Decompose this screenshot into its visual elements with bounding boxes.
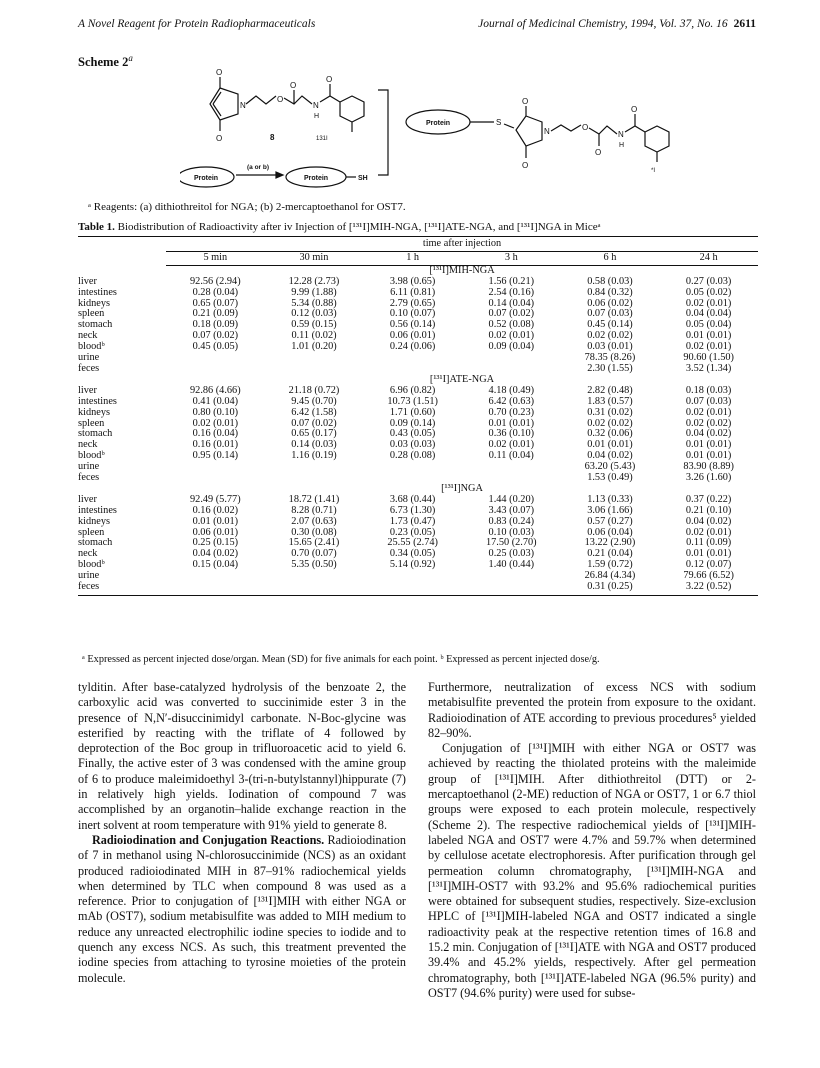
sulfur-label: S	[496, 118, 502, 127]
organ-label: liver	[78, 493, 97, 505]
table-cell: 0.52 (0.08)	[488, 319, 535, 331]
table-cell: 0.21 (0.09)	[192, 308, 239, 320]
table-cell: 6.96 (0.82)	[389, 384, 436, 396]
table-cell: 3.06 (1.66)	[587, 504, 633, 516]
table-cell: 3.26 (1.60)	[685, 472, 732, 484]
table-cell	[166, 353, 265, 364]
table-cell: 9.99 (1.88)	[291, 286, 337, 298]
table-cell: 0.09 (0.04)	[488, 341, 535, 353]
scheme-title	[78, 52, 133, 70]
table-cell: 0.18 (0.03)	[685, 384, 732, 396]
compound-number: 8	[270, 133, 275, 142]
table-cell: 0.45 (0.14)	[587, 319, 633, 331]
table-cell: 0.03 (0.01)	[587, 341, 633, 353]
table-cell: 5.34 (0.88)	[291, 297, 337, 309]
table-cell: 0.70 (0.23)	[488, 406, 535, 418]
table-row	[78, 288, 758, 299]
table-cell: 0.04 (0.02)	[587, 450, 633, 462]
table-cell: 21.18 (0.72)	[288, 384, 340, 396]
column-header: 30 min	[265, 251, 364, 265]
table-cell	[265, 462, 364, 473]
paragraph: tylditin. After base-catalyzed hydrolysis of the benzoate 2, the carboxylic acid was converted to succinimide ester 3 in the presence of N,N′-disuccinimidyl carbonate. N-Boc-glycine was esterified by reacting with the triflate of 4 followed by deprotection of the Boc group in trifluoroacetic acid to yield 6. Finally, the active ester of 3 was condensed with the amine group of 6 to produce maleimidoethyl 3-(tri-n-butylstannyl)hippurate (7) in relatively high yields. Iodination of compound 7 was accomplished by an organotin–halide exchange reaction in the inert solvent at room temperature with 91% yield to generate 8.	[78, 680, 406, 832]
organ-label: neck	[78, 548, 98, 560]
protein-conjugate	[406, 97, 669, 174]
table-cell	[363, 462, 462, 473]
nitrogen-label: N	[544, 127, 550, 136]
table-row	[78, 462, 758, 473]
table-cell: 0.02 (0.02)	[587, 417, 633, 429]
table-cell: 1.53 (0.49)	[587, 472, 633, 484]
table-cell: 0.16 (0.01)	[192, 439, 239, 451]
table-cell: 0.41 (0.04)	[192, 395, 239, 407]
group-header: [¹³¹I]ATE-NGA	[429, 373, 495, 385]
table-cell: 0.02 (0.01)	[685, 406, 732, 418]
organ-label: stomach	[78, 319, 113, 331]
table-cell: 6.11 (0.81)	[390, 286, 436, 298]
table-cell: 0.02 (0.01)	[488, 330, 535, 342]
organ-label: intestines	[78, 286, 117, 298]
table-cell: 0.30 (0.08)	[291, 526, 337, 538]
column-header: 24 h	[659, 251, 758, 265]
table-cell	[166, 571, 265, 582]
oxygen-label: O	[290, 81, 297, 90]
table-cell: 0.25 (0.15)	[192, 537, 239, 549]
table-cell: 0.16 (0.04)	[192, 428, 239, 440]
table-cell: 0.01 (0.01)	[488, 417, 535, 429]
maleimide-ring	[210, 88, 238, 120]
table-cell: 26.84 (4.34)	[584, 570, 636, 582]
table-cell: 0.25 (0.03)	[488, 548, 535, 560]
table-row	[78, 451, 758, 462]
table-row	[78, 560, 758, 571]
table-cell: 0.01 (0.01)	[685, 548, 732, 560]
table-cell: 0.70 (0.07)	[291, 548, 337, 560]
reaction-bracket	[378, 90, 388, 175]
table-cell	[363, 582, 462, 593]
table-cell: 0.11 (0.04)	[488, 450, 534, 462]
table-cell: 79.66 (6.52)	[683, 570, 734, 582]
table-cell: 0.07 (0.03)	[685, 395, 732, 407]
table-cell: 0.05 (0.02)	[685, 286, 732, 298]
journal-citation: Journal of Medicinal Chemistry, 1994, Vol. 37, No. 16	[478, 18, 728, 30]
table-cell: 0.01 (0.01)	[685, 330, 732, 342]
table-cell: 3.52 (1.34)	[685, 362, 732, 374]
table-cell: 78.35 (8.26)	[584, 352, 636, 364]
table-cell: 1.56 (0.21)	[488, 275, 535, 287]
table-cell: 0.15 (0.04)	[192, 559, 239, 571]
organ-label: urine	[78, 352, 100, 364]
table-footnote: ᵃ Expressed as percent injected dose/organ. Mean (SD) for five animals for each point. ᵇ Expressed as percent injected dose/g.	[82, 654, 600, 665]
table-cell: 0.02 (0.01)	[488, 439, 535, 451]
table-cell: 0.95 (0.14)	[192, 450, 239, 462]
organ-label: spleen	[78, 526, 105, 538]
table-cell	[462, 582, 561, 593]
table-cell: 2.82 (0.48)	[587, 384, 633, 396]
table-cell: 0.28 (0.04)	[192, 286, 239, 298]
text-column-left	[78, 680, 406, 986]
table-cell: 0.01 (0.01)	[587, 439, 633, 451]
table-number: Table 1.	[78, 221, 115, 233]
organ-label: neck	[78, 439, 98, 451]
super-header-cell: time after injection	[166, 237, 758, 251]
table-cell	[265, 571, 364, 582]
table-row	[78, 397, 758, 408]
table-cell: 0.23 (0.05)	[389, 526, 436, 538]
table-cell: 0.31 (0.25)	[587, 581, 633, 593]
table-cell: 3.22 (0.52)	[685, 581, 732, 593]
organ-label: feces	[78, 581, 100, 593]
succinimide-ring	[516, 116, 542, 146]
table-row	[78, 571, 758, 582]
table-cell: 0.01 (0.01)	[192, 515, 239, 527]
table-cell: 0.14 (0.04)	[488, 297, 535, 309]
maleimide-molecule	[210, 68, 364, 143]
table-cell: 2.54 (0.16)	[488, 286, 535, 298]
table-cell: 25.55 (2.74)	[387, 537, 438, 549]
table-cell: 0.21 (0.10)	[685, 504, 732, 516]
table-cell: 0.01 (0.01)	[685, 439, 732, 451]
table-cell: 0.36 (0.10)	[488, 428, 535, 440]
table-cell: 0.84 (0.32)	[587, 286, 633, 298]
header-journal	[478, 18, 756, 30]
table-cell: 0.06 (0.04)	[587, 526, 633, 538]
hydrogen-label: H	[619, 142, 625, 149]
table-row	[78, 408, 758, 419]
oxygen-label: O	[326, 75, 333, 84]
column-header: 3 h	[462, 251, 561, 265]
table-cell	[462, 571, 561, 582]
benzene-ring	[340, 96, 364, 122]
table-cell	[462, 462, 561, 473]
scheme-title-sup: a	[128, 52, 133, 63]
organ-label: feces	[78, 362, 100, 374]
table-cell: 0.59 (0.15)	[291, 319, 337, 331]
organ-label: intestines	[78, 504, 117, 516]
table-cell: 0.02 (0.01)	[685, 297, 732, 309]
organ-label: intestines	[78, 395, 117, 407]
text-column-right	[428, 680, 756, 1001]
organ-label: neck	[78, 330, 98, 342]
table-cell: 0.04 (0.02)	[685, 515, 732, 527]
table-cell: 1.44 (0.20)	[488, 493, 535, 505]
table-row	[78, 473, 758, 484]
table-cell: 0.07 (0.03)	[587, 308, 633, 320]
oxygen-label: O	[216, 134, 223, 143]
table-cell: 0.07 (0.02)	[291, 417, 337, 429]
table-cell: 0.18 (0.09)	[192, 319, 239, 331]
page-number: 2611	[733, 18, 756, 30]
oxygen-label: O	[582, 123, 589, 132]
column-header: 6 h	[561, 251, 660, 265]
table-cell: 0.24 (0.06)	[389, 341, 436, 353]
organ-label: kidneys	[78, 515, 111, 527]
table-cell: 0.02 (0.01)	[192, 417, 239, 429]
table-cell: 0.03 (0.03)	[389, 439, 436, 451]
table-cell: 0.06 (0.01)	[389, 330, 436, 342]
table-cell: 3.68 (0.44)	[389, 493, 436, 505]
nitrogen-label: N	[313, 101, 319, 110]
header-title: A Novel Reagent for Protein Radiopharmaceuticals	[78, 18, 316, 30]
table-cell: 90.60 (1.50)	[683, 352, 734, 364]
table-cell: 0.06 (0.01)	[192, 526, 239, 538]
benzene-ring	[645, 126, 669, 152]
running-header	[78, 18, 756, 30]
table-cell	[166, 473, 265, 484]
table-cell: 63.20 (5.43)	[584, 461, 636, 473]
column-header: 5 min	[166, 251, 265, 265]
organ-label: bloodᵇ	[78, 341, 105, 353]
organ-label: bloodᵇ	[78, 559, 105, 571]
table-cell: 0.65 (0.07)	[192, 297, 239, 309]
table-cell	[363, 571, 462, 582]
iodine-label: *I	[651, 168, 656, 174]
table-cell: 0.11 (0.02)	[291, 330, 337, 342]
table-caption: Biodistribution of Radioactivity after iv Injection of [¹³¹I]MIH-NGA, [¹³¹I]ATE-NGA, and [¹³¹I]NGA in Miceᵃ	[117, 221, 601, 233]
table-cell: 18.72 (1.41)	[288, 493, 340, 505]
table-cell: 0.58 (0.03)	[587, 275, 633, 287]
table-cell: 0.02 (0.02)	[685, 417, 732, 429]
table-cell: 83.90 (8.89)	[683, 461, 734, 473]
protein-label: Protein	[303, 175, 329, 182]
table-cell: 10.73 (1.51)	[387, 395, 438, 407]
table-row	[78, 517, 758, 528]
table-cell: 0.02 (0.01)	[685, 526, 732, 538]
organ-label: kidneys	[78, 297, 111, 309]
table-cell: 0.27 (0.03)	[685, 275, 732, 287]
table-cell: 3.43 (0.07)	[488, 504, 535, 516]
organ-label: spleen	[78, 417, 105, 429]
table-cell: 0.34 (0.05)	[389, 548, 436, 560]
oxygen-label: O	[522, 161, 529, 170]
table-cell: 0.83 (0.24)	[488, 515, 535, 527]
table-cell	[363, 353, 462, 364]
table-cell: 0.06 (0.02)	[587, 297, 633, 309]
oxygen-label: O	[631, 105, 638, 114]
table-cell: 15.65 (2.41)	[288, 537, 340, 549]
oxygen-label: O	[216, 68, 223, 77]
paragraph-text: Radioiodination of 7 in methanol using N-chlorosuccinimide (NCS) as an oxidant produced radioiodinated MIH in 87–91% radiochemical yields when determined by TLC when compound 8 was used as a reference. Prior to conjugation of [¹³¹I]MIH with either NGA or mAb (OST7), sodium metabisulfite was added to MIH medium to reduce any unreacted electrophilic iodine species to iodide and to quench any excess NCS. As such, this treatment prevented the iodine species from attaching to tyrosine moieties of the protein molecule.	[78, 832, 406, 985]
table-cell: 4.18 (0.49)	[488, 384, 535, 396]
table-cell	[265, 473, 364, 484]
oxygen-label: O	[595, 148, 602, 157]
table-cell: 0.80 (0.10)	[192, 406, 239, 418]
column-header-row	[78, 251, 758, 265]
table-cell: 1.59 (0.72)	[587, 559, 633, 571]
table-cell: 0.07 (0.02)	[192, 330, 239, 342]
organ-label: liver	[78, 275, 97, 287]
table-cell	[462, 353, 561, 364]
table-cell: 0.57 (0.27)	[587, 515, 633, 527]
table-cell: 92.86 (4.66)	[190, 384, 241, 396]
nitrogen-label: N	[618, 130, 624, 139]
table-cell: 0.12 (0.07)	[685, 559, 732, 571]
table-cell: 0.09 (0.14)	[389, 417, 436, 429]
organ-label: urine	[78, 461, 100, 473]
group-header: [¹³¹I]MIH-NGA	[429, 264, 495, 276]
table-cell: 17.50 (2.70)	[485, 537, 537, 549]
organ-label: feces	[78, 472, 100, 484]
table-cell: 0.65 (0.17)	[291, 428, 337, 440]
table-row	[78, 582, 758, 593]
organ-label: stomach	[78, 428, 113, 440]
table-row	[78, 277, 758, 288]
biodistribution-table	[78, 236, 758, 596]
table-cell	[265, 364, 364, 375]
data-table	[78, 237, 758, 593]
table-cell: 2.07 (0.63)	[291, 515, 337, 527]
reaction-condition: (a or b)	[246, 164, 270, 171]
organ-label: stomach	[78, 537, 113, 549]
hydrogen-label: H	[314, 113, 320, 120]
table-cell: 3.98 (0.65)	[389, 275, 436, 287]
table-cell: 0.04 (0.02)	[192, 548, 239, 560]
table-title	[78, 221, 601, 233]
nitrogen-label: N	[240, 101, 246, 110]
table-cell: 0.31 (0.02)	[587, 406, 633, 418]
table-cell: 5.35 (0.50)	[291, 559, 337, 571]
table-cell: 9.45 (0.70)	[291, 395, 337, 407]
table-cell: 6.73 (1.30)	[389, 504, 436, 516]
protein-label: Protein	[425, 120, 451, 127]
table-row	[78, 364, 758, 375]
table-cell: 13.22 (2.90)	[584, 537, 636, 549]
table-cell: 0.04 (0.02)	[685, 428, 732, 440]
table-cell: 0.37 (0.22)	[685, 493, 732, 505]
table-cell: 1.71 (0.60)	[389, 406, 436, 418]
section-heading: Radioiodination and Conjugation Reactions.	[92, 832, 325, 847]
table-cell: 92.49 (5.77)	[190, 493, 241, 505]
table-cell: 8.28 (0.71)	[291, 504, 337, 516]
oxygen-label: O	[522, 97, 529, 106]
scheme-diagram	[180, 62, 780, 197]
table-cell: 1.13 (0.33)	[587, 493, 633, 505]
table-cell: 6.42 (0.63)	[488, 395, 535, 407]
table-row	[78, 342, 758, 353]
protein-label: Protein	[193, 175, 219, 182]
table-cell: 0.16 (0.02)	[192, 504, 239, 516]
table-cell: 0.04 (0.04)	[685, 308, 732, 320]
iodine-label: 131I	[316, 136, 328, 142]
table-cell: 1.40 (0.44)	[488, 559, 535, 571]
table-cell: 2.30 (1.55)	[587, 362, 633, 374]
table-cell	[166, 462, 265, 473]
table-cell: 1.83 (0.57)	[587, 395, 633, 407]
arrowhead-icon	[276, 172, 283, 178]
table-cell: 0.01 (0.01)	[685, 450, 732, 462]
table-cell: 0.43 (0.05)	[389, 428, 436, 440]
thiolation-step	[180, 164, 368, 187]
paragraph: Furthermore, neutralization of excess NCS with sodium metabisulfite prevented the protein from exposure to the oxidant. Radioiodination of ATE according to previous procedures⁵ yielded 82–90%.	[428, 680, 756, 740]
table-cell: 5.14 (0.92)	[389, 559, 436, 571]
oxygen-label: O	[277, 95, 284, 104]
scheme-footnote: ᵃ Reagents: (a) dithiothreitol for NGA; (b) 2-mercaptoethanol for OST7.	[88, 201, 406, 213]
table-cell: 12.28 (2.73)	[288, 275, 340, 287]
paragraph	[78, 833, 406, 986]
group-header-row	[78, 265, 758, 276]
table-cell: 0.05 (0.04)	[685, 319, 732, 331]
organ-label: kidneys	[78, 406, 111, 418]
table-cell: 0.12 (0.03)	[291, 308, 337, 320]
table-super-header	[78, 237, 758, 251]
table-cell: 0.07 (0.02)	[488, 308, 535, 320]
thiol-label: SH	[358, 175, 368, 182]
paragraph: Conjugation of [¹³¹I]MIH with either NGA or OST7 was achieved by reacting the thiolated proteins with the maleimide group of [¹³¹I]MIH. After dithiothreitol (DTT) or 2-mercaptoethanol (2-ME) reduction of NGA or OST7, 1 or 6.7 thiol groups were exposed to each protein molecule, respectively (Scheme 2). The respective radiochemical yields of [¹³¹I]MIH-labeled NGA and OST7 were 4.7% and 59.7% when determined by cellulose acetate electrophoresis. After purification through gel permeation column chromatography, [¹³¹I]MIH-NGA and [¹³¹I]MIH-OST7 with 93.2% and 95.6% radiochemical purities were obtained for subsequent studies, respectively. Size-exclusion HPLC of [¹³¹I]MIH-labeled NGA and OST7 indicated a single radioactivity peak at the respective retention times of 16.8 and 15.2 min. Conjugation of [¹³¹I]ATE with NGA and OST7 produced 39.4% and 45.2% yields, respectively. After gel permeation chromatography, both [¹³¹I]ATE-labeled NGA (96.5% purity) and OST7 (94.6% purity) were used for subse-	[428, 741, 756, 1000]
table-cell: 0.14 (0.03)	[291, 439, 337, 451]
organ-label: urine	[78, 570, 100, 582]
table-cell: 0.02 (0.01)	[685, 341, 732, 353]
table-cell	[265, 353, 364, 364]
column-header: 1 h	[363, 251, 462, 265]
table-cell: 0.10 (0.07)	[389, 308, 436, 320]
table-bottom-rule	[78, 595, 758, 596]
table-cell: 92.56 (2.94)	[190, 275, 241, 287]
table-cell: 2.79 (0.65)	[389, 297, 436, 309]
group-header: [¹³¹I]NGA	[441, 482, 483, 494]
organ-label: liver	[78, 384, 97, 396]
table-cell: 1.16 (0.19)	[291, 450, 337, 462]
table-cell: 0.32 (0.06)	[587, 428, 633, 440]
organ-label: bloodᵇ	[78, 450, 105, 462]
table-row	[78, 353, 758, 364]
table-cell: 0.11 (0.09)	[686, 537, 732, 549]
table-cell	[265, 582, 364, 593]
table-cell: 0.28 (0.08)	[389, 450, 436, 462]
table-cell: 1.01 (0.20)	[291, 341, 337, 353]
table-cell: 0.56 (0.14)	[389, 319, 436, 331]
table-cell: 1.73 (0.47)	[389, 515, 436, 527]
table-cell: 6.42 (1.58)	[291, 406, 337, 418]
table-cell	[166, 364, 265, 375]
table-cell: 0.10 (0.03)	[488, 526, 535, 538]
table-cell	[166, 582, 265, 593]
table-cell: 0.02 (0.02)	[587, 330, 633, 342]
scheme-title-text: Scheme 2	[78, 55, 129, 69]
organ-label: spleen	[78, 308, 105, 320]
table-cell: 0.45 (0.05)	[192, 341, 239, 353]
table-cell: 0.21 (0.04)	[587, 548, 633, 560]
